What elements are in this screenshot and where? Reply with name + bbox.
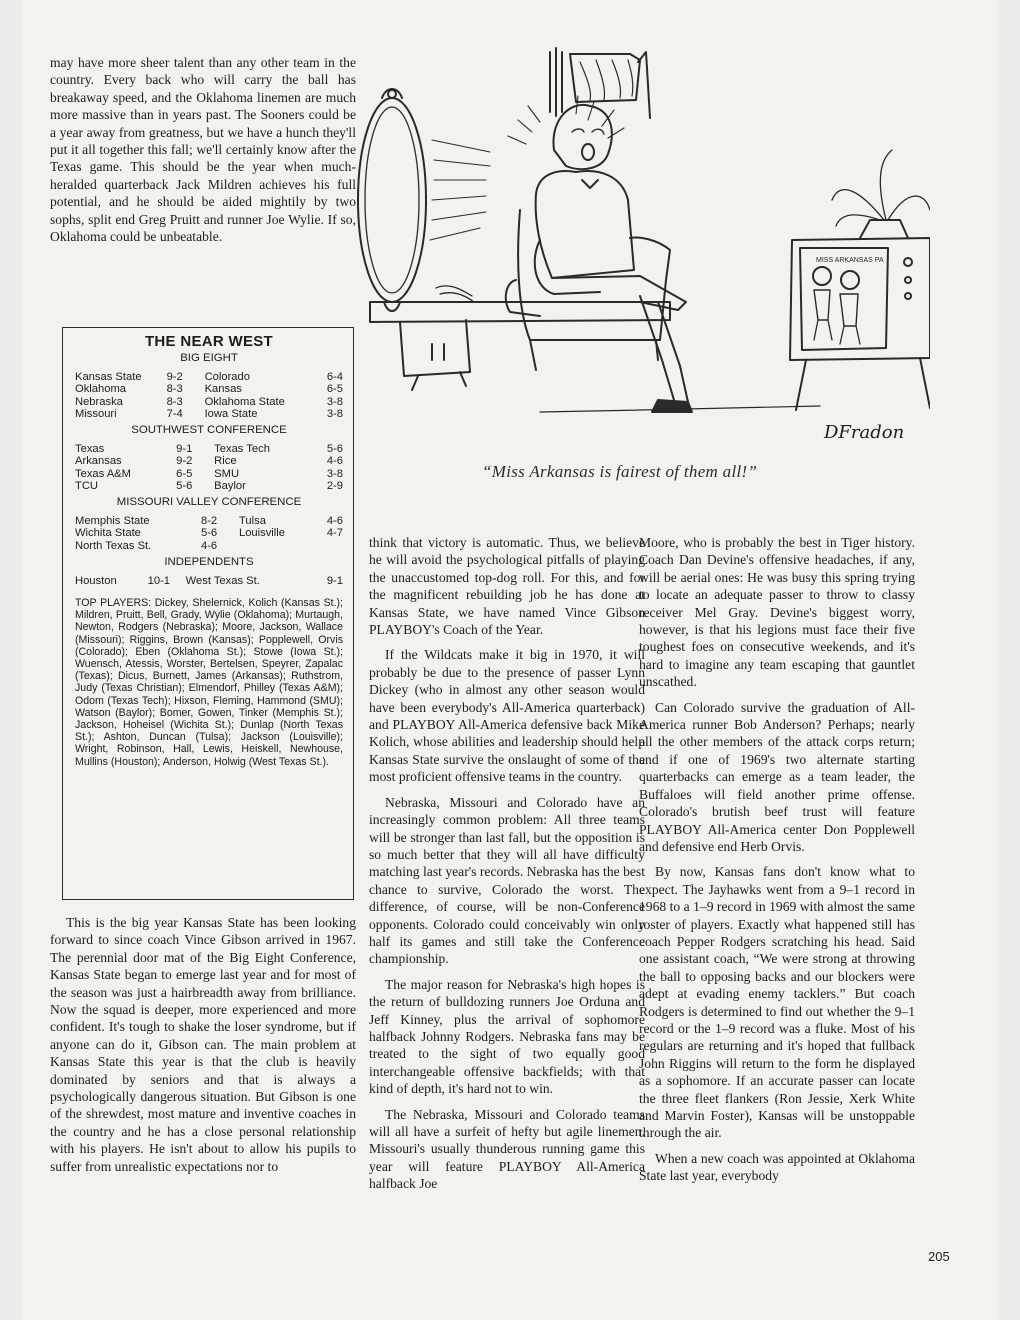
team-name: Memphis State	[75, 514, 150, 527]
paragraph: Moore, who is probably the best in Tiger history. Coach Dan Devine's offensive headaches, if any, will be aerial ones: He was busy this spring trying to locate an adequate passer to throw to classy receiver Mel Gray. Devine's biggest worry, however, is that his legions must face their five toughest foes on consecutive weekends, and it's hard to imagine any team escaping that gauntlet unscathed.	[639, 535, 915, 690]
team-name: TCU	[75, 480, 98, 493]
team-record: 8-3	[166, 395, 183, 408]
team-name: Louisville	[238, 527, 285, 540]
standings-row	[75, 408, 343, 420]
team-record: 10-1	[147, 574, 171, 587]
team-record: 9-2	[166, 370, 183, 383]
team-name: Wichita State	[75, 527, 141, 540]
team-record: 4-6	[326, 455, 343, 468]
team-name: Nebraska	[75, 395, 123, 408]
near-west-sidebar	[62, 327, 354, 900]
standings-row	[75, 575, 343, 587]
team-record: 3-8	[326, 467, 343, 480]
paragraph: may have more sheer talent than any other team in the country. Every back who will carry the ball has breakaway speed, and the Oklahoma linemen are much more massive than in years past. The Sooners could be a year away from greatness, but we have a hunch they'll put it all together this fall; we'll certainly know after the Texas game. This should be the year when much-heralded quarterback Jack Mildren achieves his full potential, and he should be aided mightily by two sophs, split end Greg Pruitt and runner Joe Wylie. If so, Oklahoma could be unbeatable.	[50, 55, 356, 245]
conference-heading: INDEPENDENTS	[164, 556, 254, 569]
team-name: Oklahoma State	[204, 395, 285, 408]
team-record: 6-5	[326, 383, 343, 396]
team-name: Colorado	[204, 370, 250, 383]
paragraph: The major reason for Nebraska's high hopes is the return of bulldozing runners Joe Orduna and Jeff Kinney, plus the arrival of sophomore halfback Johnny Rodgers. Nebraska fans may be treated to the sight of two equally good interchangeable offensive backfields; with that kind of depth, it's hard not to win.	[369, 976, 645, 1097]
team-record: 3-8	[326, 395, 343, 408]
team-name: Tulsa	[238, 514, 266, 527]
sidebar-title: THE NEAR WEST	[144, 333, 274, 350]
page-number: 205	[928, 1249, 950, 1264]
conference-heading: BIG EIGHT	[180, 352, 238, 365]
standings-row	[75, 515, 343, 527]
team-record: 6-5	[176, 467, 193, 480]
team-name: Arkansas	[75, 455, 122, 468]
standings-row	[75, 371, 343, 383]
paragraph: The Nebraska, Missouri and Colorado teams will all have a surfeit of hefty but agile linemen. Missouri's usually thunderous running game this year will feature PLAYBOY All-America halfback Joe	[369, 1106, 645, 1192]
standings-table	[75, 575, 343, 587]
standings-row	[75, 443, 343, 455]
team-record: 8-2	[200, 514, 218, 527]
paragraph: This is the big year Kansas State has been looking forward to since coach Vince Gibson arrived in 1967. The perennial door mat of the Big Eight Conference, Kansas State began to emerge last year and for most of the season was just a hairbreadth away from brilliance. Now the squad is deeper, more experienced and more confident. It's tough to shake the loser syndrome, but if anyone can do it, Gibson can. The main problem at Kansas State this year is that the club is heavily dominated by seniors and that is always a psychologically dangerous situation. But Gibson is one of the shrewdest, most mature and inventive coaches in the country and he has a close personal relationship with his players. He isn't about to allow his pupils to suffer from unrealistic expectations nor to	[50, 915, 356, 1174]
team-name: Iowa State	[204, 408, 258, 421]
team-name: SMU	[214, 467, 240, 480]
column-1-bottom	[50, 914, 356, 1183]
column-2	[369, 534, 645, 1201]
paragraph: When a new coach was appointed at Oklahoma State last year, everybody	[639, 1150, 915, 1184]
team-record: 5-6	[176, 480, 193, 493]
standings-table	[75, 443, 343, 493]
team-record: 4-7	[326, 527, 343, 540]
team-record: 3-8	[326, 408, 343, 421]
cartoon-illustration	[340, 40, 930, 450]
standings-row	[75, 468, 343, 480]
team-record: 5-6	[200, 527, 218, 540]
standings-row	[75, 455, 343, 467]
team-name: West Texas St.	[185, 574, 260, 587]
team-name: Baylor	[214, 480, 246, 493]
cartoon-caption: “Miss Arkansas is fairest of them all!”	[482, 462, 758, 481]
team-name: Rice	[214, 455, 237, 468]
standings-table	[75, 515, 343, 552]
team-record: 8-3	[166, 383, 183, 396]
conference-heading: SOUTHWEST CONFERENCE	[131, 424, 287, 437]
paragraph: By now, Kansas fans don't know what to expect. The Jayhawks went from a 9–1 record in 1968 to a 1–9 record in 1969 with almost the same roster of players. Exactly what happened still has coach Pepper Rodgers scratching his head. Said one assistant coach, “We were strong at throwing the ball to opposing backs and our blockers were adept at evading enemy tacklers.” But coach Rodgers is determined to find out whether the 9–1 record or the 1–9 record was a fluke. Most of his regulars are returning and it's hoped that fullback John Riggins will return to the form he displayed as a sophomore. If an accurate passer can locate the three fleet flankers (Ron Jessie, Xerk White and Marvin Foster), Kansas will be unstoppable through the air.	[639, 864, 915, 1141]
team-record: 9-1	[326, 574, 343, 587]
standings-row	[75, 527, 343, 539]
top-players: TOP PLAYERS: Dickey, Shelernick, Kolich (Kansas St.); Mildren, Pruitt, Bell, Grady, Wylie (Oklahoma); Murtaugh, Newton, Rodgers (Nebraska); Moore, Jackson, Wallace (Missouri); Riggins, Brown (Kansas); Popplewell, Orvis (Colorado); Eben (Oklahoma St.); Stowe (Iowa St.); Wuensch, Atessis, Worster, Bertelsen, Speyrer, Zapalac (Texas); Dicus, Burnett, James (Arkansas); Ruthstrom, Judy (Texas Christian); Elmendorf, Philley (Texas A&M); Odom (Texas Tech); Hixson, Fleming, Hammond (SMU); Watson (Baylor); Bomer, Gowen, Tinker (Memphis St.); Jackson, Hoheisel (Wichita St.); Dunlap (North Texas St.); Ashton, Duncan (Tulsa); Jackson (Louisville); Wright, Robinson, Hall, Lewis, Heiskell, Newhouse, Mullins (Houston); Anderson, Holwig (West Texas St.).	[75, 596, 343, 768]
team-record: 9-1	[176, 442, 193, 455]
team-name: Texas Tech	[214, 442, 270, 455]
standings-row	[75, 383, 343, 395]
team-name: Oklahoma	[75, 383, 126, 396]
tv-label: MISS ARKANSAS PA	[816, 257, 884, 264]
paragraph: If the Wildcats make it big in 1970, it will probably be due to the presence of passer Lynn Dickey (who in almost any other season would have been everybody's All-America quarterback) and PLAYBOY All-America defensive back Mike Kolich, whose abilities and leadership should help Kansas State survive the onslaught of some of the most proficient offensive teams in the country.	[369, 647, 645, 785]
team-record: 9-2	[176, 455, 193, 468]
column-3	[639, 534, 915, 1193]
team-record: 5-6	[326, 442, 343, 455]
team-record: 2-9	[326, 480, 343, 493]
team-name: Texas	[75, 442, 105, 455]
team-name: Texas A&M	[75, 467, 131, 480]
magazine-page	[22, 0, 998, 1320]
team-record: 4-6	[200, 539, 218, 552]
paragraph: Nebraska, Missouri and Colorado have an increasingly common problem: All three teams will be stronger than last fall, but the opposition is so much better that they will all have difficulty matching last year's records. Nebraska has the best chance to survive, Colorado the worst. The difference, of course, will be non-Conference opponents. Colorado could conceivably win only half its games and still take the Conference championship.	[369, 794, 645, 967]
column-1-top	[50, 54, 356, 253]
team-record: 7-4	[166, 408, 183, 421]
artist-signature: DFradon	[824, 422, 905, 443]
paragraph: think that victory is automatic. Thus, we believe he will avoid the psychological pitfalls of playing the unaccustomed top-dog roll. For this, and for the magnificent rebuilding job he has done at Kansas State, we have named Vince Gibson PLAYBOY's Coach of the Year.	[369, 535, 645, 638]
team-name: North Texas St.	[75, 539, 152, 552]
team-name: Houston	[75, 574, 117, 587]
paragraph: Can Colorado survive the graduation of All-America runner Bob Anderson? Perhaps; nearly all the other members of the attack corps return; and if one of 1969's two alternate starting quarterbacks can emerge as a team leader, the Buffaloes will field another prime offense. Colorado's brutish beef trust will feature PLAYBOY All-America center Don Popplewell and defensive end Herb Orvis.	[639, 699, 915, 854]
team-name	[239, 540, 315, 552]
standings-row	[75, 540, 343, 552]
standings-table	[75, 371, 343, 421]
team-record: 4-6	[326, 514, 343, 527]
conference-list	[75, 352, 343, 587]
team-name: Missouri	[75, 408, 117, 421]
team-record: 6-4	[326, 370, 343, 383]
team-record	[315, 540, 343, 552]
conference-heading: MISSOURI VALLEY CONFERENCE	[116, 496, 302, 509]
team-name: Kansas State	[75, 370, 142, 383]
standings-row	[75, 396, 343, 408]
team-name: Kansas	[204, 383, 242, 396]
standings-row	[75, 480, 343, 492]
